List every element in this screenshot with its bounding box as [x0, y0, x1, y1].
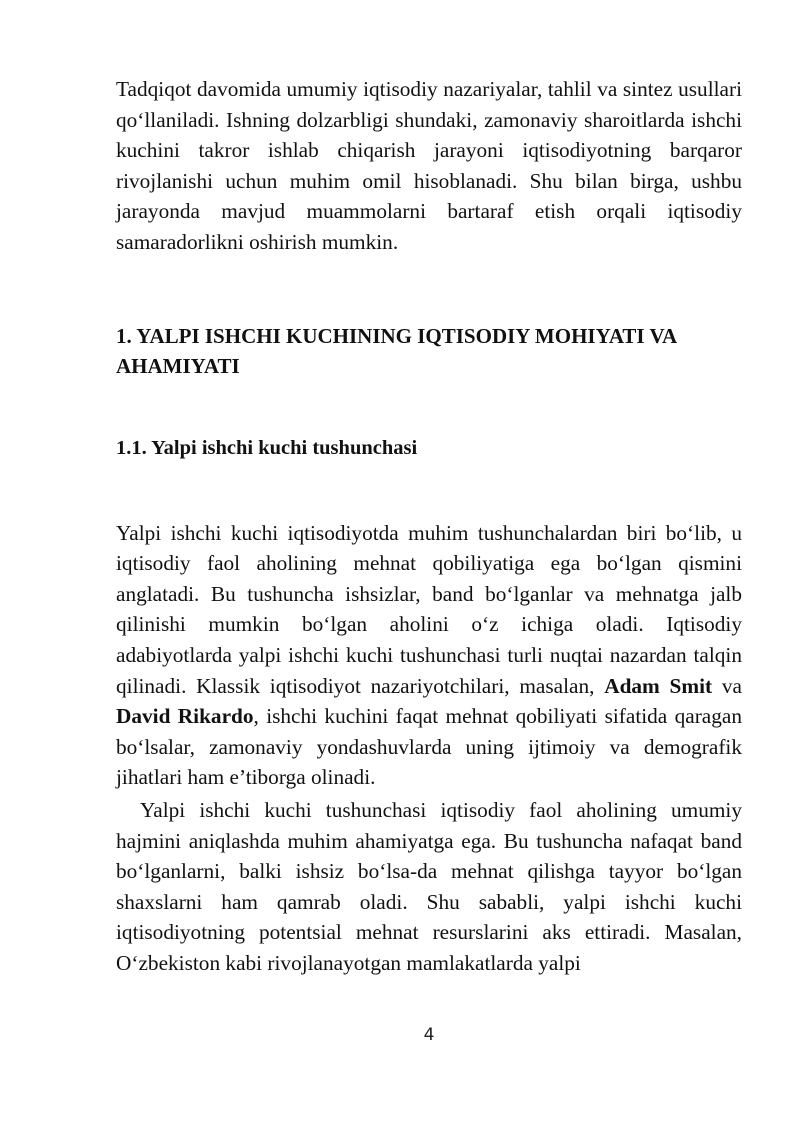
- author-name-david-rikardo: David Rikardo: [116, 704, 254, 729]
- document-page: [116, 74, 742, 978]
- page-number: 4: [423, 1025, 435, 1045]
- paragraph-text: Yalpi ishchi kuchi iqtisodiyotda muhim tushunchalardan biri bo‘lib, u iqtisodiy faol aholining mehnat qobiliyatiga ega bo‘lgan qismini anglatadi. Bu tushuncha ishsizlar, band bo‘lganlar va mehnatga jalb qilinishi mumkin bo‘lgan aholini o‘z ichiga oladi. Iqtisodiy adabiyotlarda yalpi ishchi kuchi tushunchasi turli nuqtai nazardan talqin qilinadi. Klassik iqtisodiyot nazariyotchilari, masalan,: [116, 520, 742, 698]
- section-title: 1. YALPI ISHCHI KUCHINING IQTISODIY MOHIYATI VA AHAMIYATI: [116, 323, 676, 378]
- body-paragraph-1: [116, 518, 742, 793]
- subsection-title: 1.1. Yalpi ishchi kuchi tushunchasi: [116, 436, 418, 459]
- author-name-adam-smit: Adam Smit: [604, 673, 713, 698]
- body-paragraph-2: Yalpi ishchi kuchi tushunchasi iqtisodiy faol aholining umumiy hajmini aniqlashda muhim ahamiyatga ega. Bu tushuncha nafaqat band bo‘lganlarni, balki ishsiz bo‘lsa-da mehnat qilishga tayyor bo‘lgan shaxslarni ham qamrab oladi. Shu sababli, yalpi ishchi kuchi iqtisodiyotning potentsial mehnat resurslarini aks ettiradi. Masalan, O‘zbekiston kabi rivojlanayotgan mamlakatlarda yalpi: [116, 797, 742, 975]
- intro-paragraph: Tadqiqot davomida umumiy iqtisodiy nazariyalar, tahlil va sintez usullari qo‘llaniladi. Ishning dolzarbligi shundaki, zamonaviy sharoitlarda ishchi kuchini takror ishlab chiqarish jarayoni iqtisodiyotning barqaror rivojlanishi uchun muhim omil hisoblanadi. Shu bilan birga, ushbu jarayonda mavjud muammolarni bartaraf etish orqali iqtisodiy samaradorlikni oshirish mumkin.: [116, 77, 742, 254]
- paragraph-text: va: [712, 673, 742, 698]
- paragraph-text: , ishchi kuchini faqat mehnat qobiliyati sifatida qaragan bo‘lsalar, zamonaviy yondashuvlarda uning ijtimoiy va demografik jihatlari ham e’tiborga olinadi.: [116, 704, 742, 790]
